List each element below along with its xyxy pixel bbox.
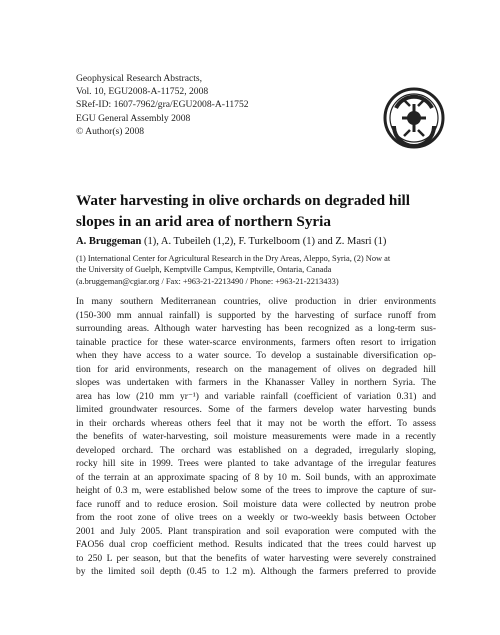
egu-logo-icon [382, 86, 446, 150]
abstract-line: tion for arid environments, research on the management of olives on degraded hill [76, 364, 436, 375]
journal-name: Geophysical Research Abstracts, [76, 73, 203, 84]
abstract-line: (150-300 mm annual rainfall) is supported by the harvesting of surface runoff from [76, 310, 436, 321]
contact-line: (a.bruggeman@cgiar.org / Fax: +963-21-2213490 / Phone: +963-21-2213433) [76, 276, 339, 286]
abstract-line: height of 0.3 m, were established below some of the trees to improve the capture of sur- [76, 486, 436, 496]
abstract-line: by the limited soil depth (0.45 to 1.2 m). Although the farmers preferred to provide [76, 567, 436, 577]
abstract-line: In many southern Mediterranean countries, olive production in drier environments [76, 297, 436, 307]
abstract-line: from the root zone of olive trees on a weekly or two-weekly basis between October [76, 513, 436, 523]
affiliations [76, 253, 441, 287]
abstract-line: area has low (210 mm yr⁻¹) and variable rainfall (coefficient of variation 0.31) and [76, 391, 436, 402]
abstract-line: 2001 and July 2005. Plant transpiration and soil evaporation were computed with the [76, 526, 436, 537]
egu-logo-graphic [382, 86, 446, 150]
abstract-line: surrounding areas. Although water harvesting has been recognized as a long-term sus- [76, 324, 436, 334]
abstract-line: of the terrain at an approximate spacing of 8 by 10 m. Soil bunds, with an approximate [76, 472, 436, 483]
copyright-line: © Author(s) 2008 [76, 125, 145, 137]
co-authors: A. Tubeileh (1,2), F. Turkelboom (1) and Z. Masri (1) [160, 236, 387, 247]
affiliation-line: (1) International Center for Agricultural Research in the Dry Areas, Aleppo, Syria, (2) Now at [76, 254, 391, 263]
abstract-line: in their orchards whereas others feel that it may not be worth the effort. To assess [76, 418, 436, 429]
author-list [76, 236, 436, 247]
sref-id: SRef-ID: 1607-7962/gra/EGU2008-A-11752 [76, 99, 249, 111]
lead-author-affil: (1), [141, 236, 161, 247]
abstract-line: developed orchard. The orchard was established on a degraded, irregularly sloping, [76, 445, 436, 456]
abstract-line: slopes was undertaken with farmers in the Khanasser Valley in northern Syria. The [76, 378, 436, 388]
assembly-name: EGU General Assembly 2008 [76, 112, 191, 124]
abstract-line: rocky hill site in 1999. Trees were planted to take advantage of the irregular features [76, 459, 436, 469]
abstract-line: the benefits of water-harvesting, soil moisture measurements were made in a recently [76, 432, 436, 442]
abstract-line: to 250 L per season, but that the benefits of water harvesting were severely constrained [76, 553, 436, 564]
abstract-line: limited groundwater resources. Some of the farmers develop water harvesting bunds [76, 405, 436, 415]
lead-author: A. Bruggeman [76, 236, 142, 247]
abstract-line: when they have access to a water source. To develop a sustainable diversification op- [76, 351, 436, 361]
publication-info [76, 72, 249, 138]
abstract-line: tainable practice for these water-scarce environments, farmers often resort to irrigation [76, 337, 436, 348]
abstract-line: FAO56 dual crop coefficient method. Results indicated that the trees could harvest up [76, 540, 436, 550]
volume-info: Vol. 10, EGU2008-A-11752, 2008 [76, 86, 209, 98]
paper-title: Water harvesting in olive orchards on degraded hill slopes in an arid area of northern Syria [76, 192, 410, 230]
abstract-body [76, 296, 436, 580]
affiliation-line: the University of Guelph, Kemptville Campus, Kemptville, Ontaria, Canada [76, 265, 332, 275]
abstract-line: face runoff and to reduce erosion. Soil moisture data were collected by neutron probe [76, 499, 436, 510]
